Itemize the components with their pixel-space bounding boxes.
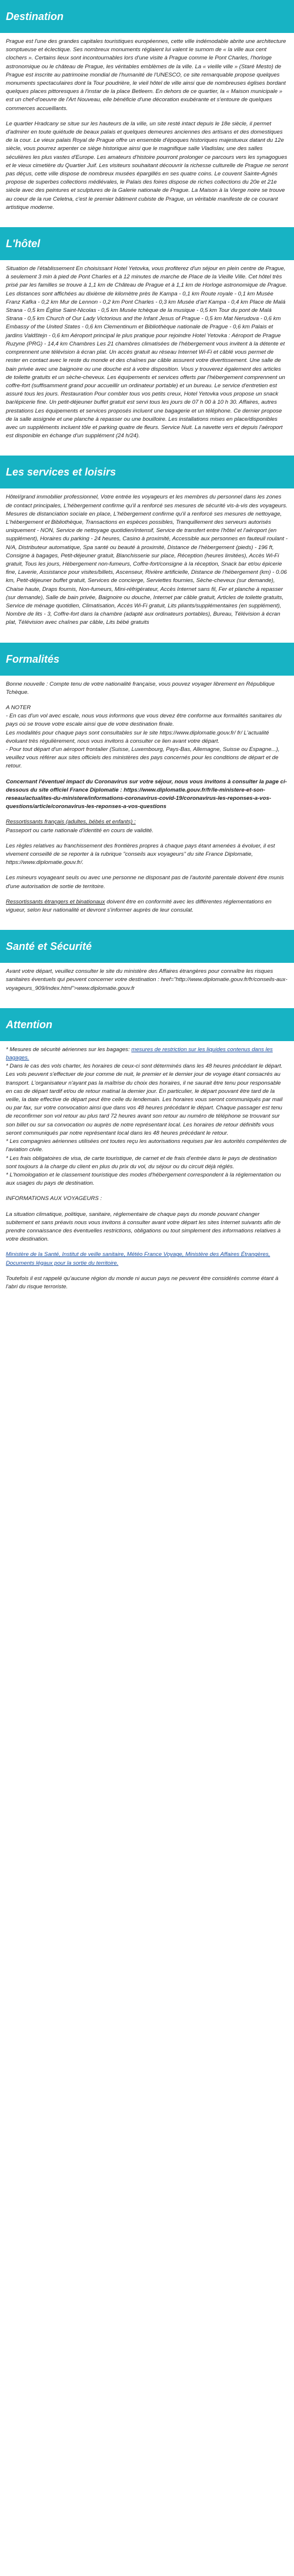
- formalites-body: [0, 676, 294, 930]
- sante-section: [0, 930, 294, 1008]
- res-etr-label: Ressortissants étrangers et binationaux: [6, 898, 105, 905]
- anoter-label: A NOTER: [6, 704, 31, 711]
- services-body: [0, 488, 294, 642]
- liquids-restriction-link[interactable]: mesures de restriction sur les liquides contenus dans les bagages.: [6, 1046, 273, 1062]
- res-etr-text: doivent être en conformité avec les différentes réglementations en vigueur, selon leur nationalité et devront s'informer auprès de leur consulat.: [6, 898, 272, 914]
- attention-title: Attention: [0, 1008, 294, 1041]
- res-fr-label: Ressortissants français (adultes, bébés et enfants) :: [6, 819, 136, 826]
- res-fr-text: Passeport ou carte nationale d'identité en cours de validité.: [6, 827, 153, 834]
- destination-section: [0, 0, 294, 227]
- destination-body: [0, 33, 294, 227]
- attention-prefix: * Mesures de sécurité aériennes sur les bagages:: [6, 1046, 130, 1053]
- formalites-title: Formalités: [0, 643, 294, 676]
- formalites-paragraph-1: Bonne nouvelle : Compte tenu de votre nationalité française, vous pouvez voyager librement en République Tchèque.: [6, 680, 275, 696]
- destination-title: Destination: [0, 0, 294, 33]
- destination-paragraph-2: Le quartier Hradcany se situe sur les hauteurs de la ville, un site resté intact depuis le 18e siècle, il permet d'admirer en toute quiétude de beaux palais et quelques demeures anciennes des artisans et des domestiques de la cour. Le vieux palais Royal de Prague offre un ensemble d'époques historiques majestueux datant du 12e siècle, vous pourrez arpenter ce siège historique ainsi que le magnifique salle Vladislav, une des salles séculières les plus vastes d'Europe. Les amateurs d'histoire pourront prolonger ce parcours vers les synagogues et le vieux cimetière du Quartier Juif. Les visiteurs souhaitant découvrir la richesse culturelle de Prague ne seront pas déçus, cette ville dispose de nombreux musées épargillés en ses quatre coins. Le couvent Sainte-Agnès propose de superbes collections médiévales, le Palais des foires dispose de riches collections du 20e et 21e siècle avec des peintures et sculptures de la Galerie nationale de Prague. La Maison à la Vierge noire se trouve au coeur de la rue Celetna, c'est le premier bâtiment cubiste de Prague, un véritable manifeste de ce courant artistique moderne.: [6, 120, 288, 211]
- sante-paragraph-1: Avant votre départ, veuillez consulter le site du ministère des Affaires étrangères pour connaître les risques sanitaires éventuels qui peuvent concerner votre destination : href="http://www.diplomatie.gouv.fr/fr/conseils-aux-voyageurs_909/index.html">www.diplomatie.gouv.fr: [6, 968, 288, 992]
- services-paragraph-1: Hôtel/grand immobilier professionnel, Votre entrée les voyageurs et les membres du personnel dans les zones de contact principales, L'hébergement confirme qu'il a renforcé ses mesures de sécurité vis-à-vis des voyageurs. Mesures de distanciation sociale en place, L'hébergement confirme qu'il a renforcé ses mesures de nettoyage, L'hébergement et Bibliothèque, Transactions en espèces possibles, Tranquillement des serveurs autorisés uniquement - NON, Service de nettoyage quotidien/intensif, Service de transfert entre l'hôtel et l'aéroport (en supplément), Horaires du parking - 24 heures, Casino à proximité, Accessible aux personnes en fauteuil roulant - N/A, Distributeur automatique, Spa santé ou beauté à proximité, Distance de l'hébergement (pieds) - 196 ft, Consigne à bagages, Petit-déjeuner gratuit, Blanchisserie sur place, Réception (heures limitées), Accès Wi-Fi gratuit, Tous les jours, Hébergement non-fumeurs, Coffre-fort/consigne à la réception, Snack bar et/ou épicerie fine, Laverie, Assistance pour visites/billets, Ascenseur, Rivière artificielle, Distance de l'hébergement (km) - 0.06 km, Petit-déjeuner buffet gratuit, Services de concierge, Serviettes fournies, Sèche-cheveux (sur demande), Chaise haute, Draps fournis, Non-fumeurs, Mini-réfrigérateur, Accès Internet sans fil, Fer et planche à repasser (sur demande), Salle de bain privée, Baignoire ou douche, Internet par câble gratuit, Articles de toilette gratuits, Service de ménage quotidien, Climatisation, Accès Wi-Fi gratuit, Lits pliants/supplémentaires (en supplément), Nombre de lits - 3, Coffre-fort dans la chambre (adapté aux ordinateurs portables), Bureau, Télévision à écran plat, Télévision avec chaînes par câble, Lits bébé gratuits: [6, 494, 288, 626]
- info-voyageurs: INFORMATIONS AUX VOYAGEURS :: [6, 1195, 102, 1202]
- formalites-section: [0, 643, 294, 930]
- hotel-body: [0, 260, 294, 456]
- regles-paragraph: Les règles relatives au franchissement des frontières propres à chaque pays étant amenées à évoluer, il est vivement conseillé de se reporter à la rubrique "conseils aux voyageurs" du site France Diplomatie, https://www.diplomatie.gouv.fr/.: [6, 842, 275, 866]
- official-links[interactable]: Ministère de la Santé, Institut de veille sanitaire, Météo France Voyage, Ministère des Affaires Étrangères, Documents légaux pour la sortie du territoire.: [6, 1251, 270, 1267]
- hotel-paragraph-1: Situation de l'établissement En choisissant Hotel Yetovka, vous profiterez d'un séjour en plein centre de Prague, à seulement 3 min à pied de Pont Charles et à 12 minutes de marche de Place de la Vieille Ville. Cet hôtel très prisé par les familles se trouve à 1,1 km de Château de Prague et à 1,1 km de Horloge astronomique de Prague. Les distances sont affichées au dixième de kilomètre près Ile Kampa - 0,1 km Route royale - 0,1 km Musée Franz Kafka - 0,2 km Mur de Lennon - 0,2 km Pont Charles - 0,3 km Musée d'art Kampa - 0,4 km Place de Malá Strana - 0,5 km Église Saint-Nicolas - 0,5 km Musée tchèque de la musique - 0,5 km Tour du pont de Malá Strana - 0,5 km Church of Our Lady Victorious and the Infant Jesus of Prague - 0,5 km Mat Nerudova - 0,6 km Embassy of the United States - 0,6 km Clementinum et Bibliothèque nationale de Prague - 0,6 km Palais et jardins Valdštejn - 0,6 km Aéroport principal le plus pratique pour rejoindre Hotel Yetovka : Aéroport de Prague Ruzyne (PRG) - 14,4 km Chambres Les 21 chambres climatisées de l'hébergement vous invitent à la détente et comprennent une télévision à écran plat. Un accès gratuit au réseau Internet Wi-Fi et câblé vous permet de rester en contact avec le reste du monde et des chaînes par câble assurent votre divertissement. Une salle de bain privée avec une baignoire ou une douche est à votre disposition. Vous y trouverez également des articles de toilette gratuits et un sèche-cheveux. Les équipements et services offerts par l'hébergement comprennent un coffre-fort (suffisamment grand pour accueillir un ordinateur portable) et un bureau. Le service d'entretien est assuré tous les jours. Restauration Pour combler tous vos petits creux, Hotel Yetovka vous propose un snack bar/épicerie fine. Un petit-déjeuner buffet gratuit est servi tous les jours de 07 h 00 à 10 h 30. Affaires, autres prestations Les équipements et services proposés incluent une bagagerie et un téléphone. Ce dernier propose de la salle assignée et une planche à repasser ou une bouilloire. Les installations mises en place/disponibles avec un suppléments incluent tôle et parking quatre de fleurs. Service Nuit. La navette vers et depuis l'aéroport est disponible en échange d'un supplément (24 h/24).: [6, 265, 288, 440]
- attention-paragraph-1: * Dans le cas des vols charter, les horaires de ceux-ci sont déterminés dans les 48 heures précédant le départ. Les vols peuvent s'effectuer de jour comme de nuit, le premier et le dernier jour de voyage étant consacrés au transport. L'organisateur n'ayant pas la maîtrise du choix des horaires, il ne saurait être tenu pour responsable en cas de départ tardif et/ou de retour matinal la dernier jour. En particulier, le départ pouvant être tard de la veille, la date effective de départ peut être celle du lendemain. Les horaires vous seront communiqués par mail ou par fax, sur votre convocation ainsi que dans vos 48 heures précédant le départ. Chaque passager est tenu de reconfirmer son vol retour au plus tard 72 heures avant son retour au numéro de téléphone se trouvant sur son billet ou sur sa convocation ou auprès de notre représentant local. Les horaires de retour définitifs vous seront communiqués par notre représentant local dans les 48 heures précédant le retour. * Les compagnies aériennes utilisées ont toutes reçu les autorisations requises par les autorités compétentes de l'aviation civile. * Les frais obligatoires de visa, de carte touristique, de carnet et de frais d'entrée dans le pays de destination sont toujours à la charge du client en plus du prix du vol, du séjour ou du circuit déjà réglés. * L'homologation et le classement touristique des modes d'hébergement correspondent à la réglementation ou aux usages du pays de destination.: [6, 1063, 287, 1187]
- services-section: [0, 456, 294, 642]
- services-title: Les services et loisirs: [0, 456, 294, 488]
- mineurs-paragraph: Les mineurs voyageant seuls ou avec une personne ne disposant pas de l'autorité parentale doivent être munis d'une autorisation de sortie de territoire.: [6, 875, 284, 890]
- hotel-section: [0, 227, 294, 456]
- sante-body: [0, 963, 294, 1008]
- destination-paragraph-1: Prague est l'une des grandes capitales touristiques européennes, cette ville indémodable abrite une architecture somptueuse et éclectique. Ses nombreux monuments réglaient lui valent le surnom de « la ville aux cent clochers ». Certains lieux sont incontournables lors d'une visite à Prague comme le Pont Charles, l'horloge astronomique ou le château de Prague, les véritables emblèmes de la ville. La « vieille ville » (Staré Mesto) de Prague est inscrite au patrimoine mondial de l'humanité de l'UNESCO, ce site remarquable propose quelques monuments spectaculaires dont la Tour poudrière, le vieil hôtel de ville ainsi que de nombreuses églises bordant quelques places pittoresques à l'instar de la place Betleem. En dehors de ce quartier, la « Maison municipale » est un chef-d'oeuvre de l'Art Nouveau, elle bénéficie d'une décoration exubérante et s'entoure de quelques commerces accueillants.: [6, 38, 286, 112]
- attention-section: [0, 1008, 294, 1307]
- situation-paragraph: La situation climatique, politique, sanitaire, réglementaire de chaque pays du monde pouvant changer subitement et sans préavis nous vous invitons à consulter avant votre départ les sites Internet suivants afin de prendre connaissance des éventuelles restrictions, obligations ou tout simplement des informations relatives à votre destination.: [6, 1211, 281, 1243]
- hotel-title: L'hôtel: [0, 227, 294, 260]
- terror-risk-paragraph: Toutefois il est rappelé qu'aucune région du monde ni aucun pays ne peuvent être considérés comme étant à l'abri du risque terroriste.: [6, 1275, 279, 1290]
- covid-notice: Concernant l'éventuel impact du Coronavirus sur votre séjour, nous vous invitons à consulter la page ci-dessous du site officiel France Diplomatie : https://www.diplomatie.gouv.fr/fr/le-ministere-et-son-reseau/actualites-du-ministere/informations-coronavirus-covid-19/coronavirus-les-reponses-a-vos-questions/article/coronavirus-les-reponses-a-vos-questions: [6, 778, 287, 810]
- sante-title: Santé et Sécurité: [0, 930, 294, 963]
- anoter-text: - En cas d'un vol avec escale, nous vous informons que vous devez être conforme aux formalités sanitaires du pays où se trouve votre escale ainsi que de votre destination finale. Les modalités pour chaque pays sont consultables sur le site https://www.diplomatie.gouv.fr/ fr/ L'actualité évoluant très régulièrement, nous vous invitons à consulter ce lien avant votre départ. - Pour tout départ d'un aéroport frontalier (Suisse, Luxembourg, Pays-Bas, Allemagne, Suisse ou Espagne...), veuillez vous référer aux sites officiels des ministères des pays concernés pour les conditions de départ et de retour.: [6, 713, 282, 770]
- attention-body: [0, 1041, 294, 1307]
